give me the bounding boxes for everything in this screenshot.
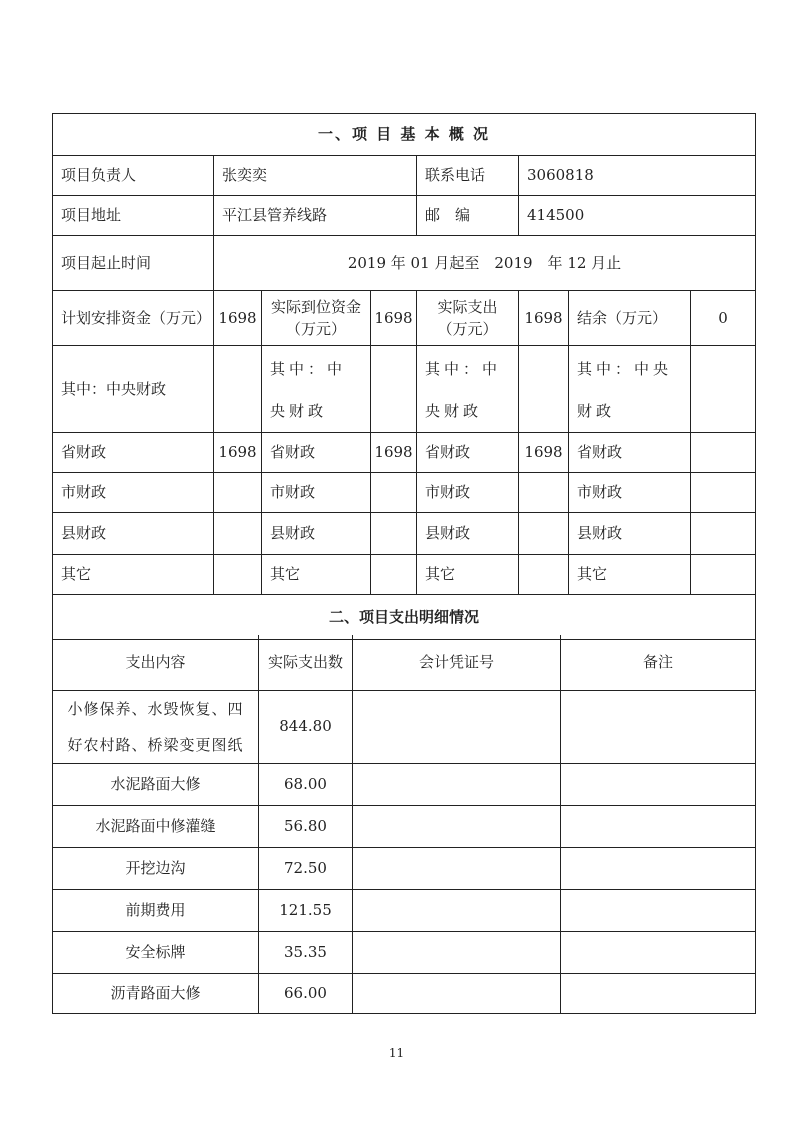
city-label: 市财政 — [262, 473, 371, 513]
empty-cell — [561, 847, 756, 889]
header-amount: 实际支出数 — [259, 635, 353, 690]
planned-label: 计划安排资金（万元） — [53, 291, 214, 346]
central-label: 其中：中央财政 — [417, 346, 519, 433]
empty-cell — [353, 889, 561, 931]
province-label: 省财政 — [569, 433, 691, 473]
other-label: 其它 — [569, 555, 691, 595]
other-label: 其它 — [262, 555, 371, 595]
table-row — [53, 690, 756, 763]
expense-amount: 66.00 — [259, 973, 353, 1013]
table-row — [53, 763, 756, 805]
province-value: 1698 — [519, 433, 569, 473]
expense-amount: 72.50 — [259, 847, 353, 889]
empty-cell — [371, 346, 417, 433]
page-number: 11 — [388, 1046, 405, 1060]
empty-cell — [371, 555, 417, 595]
expense-item: 水泥路面中修灌缝 — [53, 805, 259, 847]
empty-cell — [353, 847, 561, 889]
other-label: 其它 — [417, 555, 519, 595]
balance-value: 0 — [691, 291, 756, 346]
expense-amount: 121.55 — [259, 889, 353, 931]
table-row — [53, 805, 756, 847]
province-label: 省财政 — [262, 433, 371, 473]
section2-title: 二、项目支出明细情况 — [53, 595, 756, 640]
empty-cell — [214, 346, 262, 433]
planned-value: 1698 — [214, 291, 262, 346]
central-label: 其中：中央财政 — [262, 346, 371, 433]
city-label: 市财政 — [569, 473, 691, 513]
province-label: 省财政 — [417, 433, 519, 473]
expense-detail-table — [52, 635, 756, 1014]
table-row — [53, 889, 756, 931]
county-label: 县财政 — [262, 513, 371, 555]
expense-item: 安全标牌 — [53, 931, 259, 973]
header-remark: 备注 — [561, 635, 756, 690]
expense-item: 前期费用 — [53, 889, 259, 931]
empty-cell — [561, 763, 756, 805]
period-label: 项目起止时间 — [53, 236, 214, 291]
empty-cell — [353, 690, 561, 763]
period-value: 2019 年 01 月起至 2019 年 12 月止 — [214, 236, 756, 291]
balance-label: 结余（万元） — [569, 291, 691, 346]
empty-cell — [691, 513, 756, 555]
section1-title: 一、项 目 基 本 概 况 — [53, 114, 756, 156]
empty-cell — [353, 931, 561, 973]
header-voucher: 会计凭证号 — [353, 635, 561, 690]
expense-amount: 56.80 — [259, 805, 353, 847]
empty-cell — [561, 805, 756, 847]
empty-cell — [691, 555, 756, 595]
table-row — [53, 847, 756, 889]
empty-cell — [519, 346, 569, 433]
address-value: 平江县管养线路 — [214, 196, 417, 236]
received-value: 1698 — [371, 291, 417, 346]
empty-cell — [353, 763, 561, 805]
received-label: 实际到位资金（万元） — [262, 291, 371, 346]
expense-amount: 844.80 — [259, 690, 353, 763]
empty-cell — [371, 473, 417, 513]
phone-value: 3060818 — [519, 156, 756, 196]
province-value: 1698 — [214, 433, 262, 473]
empty-cell — [353, 973, 561, 1013]
empty-cell — [214, 513, 262, 555]
empty-cell — [561, 889, 756, 931]
province-label: 省财政 — [53, 433, 214, 473]
expense-amount: 35.35 — [259, 931, 353, 973]
table-row — [53, 931, 756, 973]
empty-cell — [214, 555, 262, 595]
city-label: 市财政 — [417, 473, 519, 513]
header-item: 支出内容 — [53, 635, 259, 690]
leader-label: 项目负责人 — [53, 156, 214, 196]
central-label: 其中：中央财政 — [569, 346, 691, 433]
county-label: 县财政 — [569, 513, 691, 555]
empty-cell — [519, 555, 569, 595]
project-overview-table — [52, 113, 756, 640]
phone-label: 联系电话 — [417, 156, 519, 196]
empty-cell — [561, 931, 756, 973]
expense-amount: 68.00 — [259, 763, 353, 805]
province-value: 1698 — [371, 433, 417, 473]
empty-cell — [561, 690, 756, 763]
city-label: 市财政 — [53, 473, 214, 513]
county-label: 县财政 — [53, 513, 214, 555]
empty-cell — [519, 513, 569, 555]
empty-cell — [691, 433, 756, 473]
table-row — [53, 973, 756, 1013]
zip-label: 邮 编 — [417, 196, 519, 236]
zip-value: 414500 — [519, 196, 756, 236]
leader-value: 张奕奕 — [214, 156, 417, 196]
empty-cell — [691, 346, 756, 433]
empty-cell — [691, 473, 756, 513]
address-label: 项目地址 — [53, 196, 214, 236]
expense-item: 水泥路面大修 — [53, 763, 259, 805]
empty-cell — [353, 805, 561, 847]
empty-cell — [371, 513, 417, 555]
expense-item: 沥青路面大修 — [53, 973, 259, 1013]
empty-cell — [519, 473, 569, 513]
expense-item: 开挖边沟 — [53, 847, 259, 889]
county-label: 县财政 — [417, 513, 519, 555]
spent-label: 实际支出（万元） — [417, 291, 519, 346]
expense-item: 小修保养、水毁恢复、四好农村路、桥梁变更图纸 — [53, 690, 259, 763]
empty-cell — [561, 973, 756, 1013]
spent-value: 1698 — [519, 291, 569, 346]
empty-cell — [214, 473, 262, 513]
central-label: 其中：中央财政 — [53, 346, 214, 433]
other-label: 其它 — [53, 555, 214, 595]
